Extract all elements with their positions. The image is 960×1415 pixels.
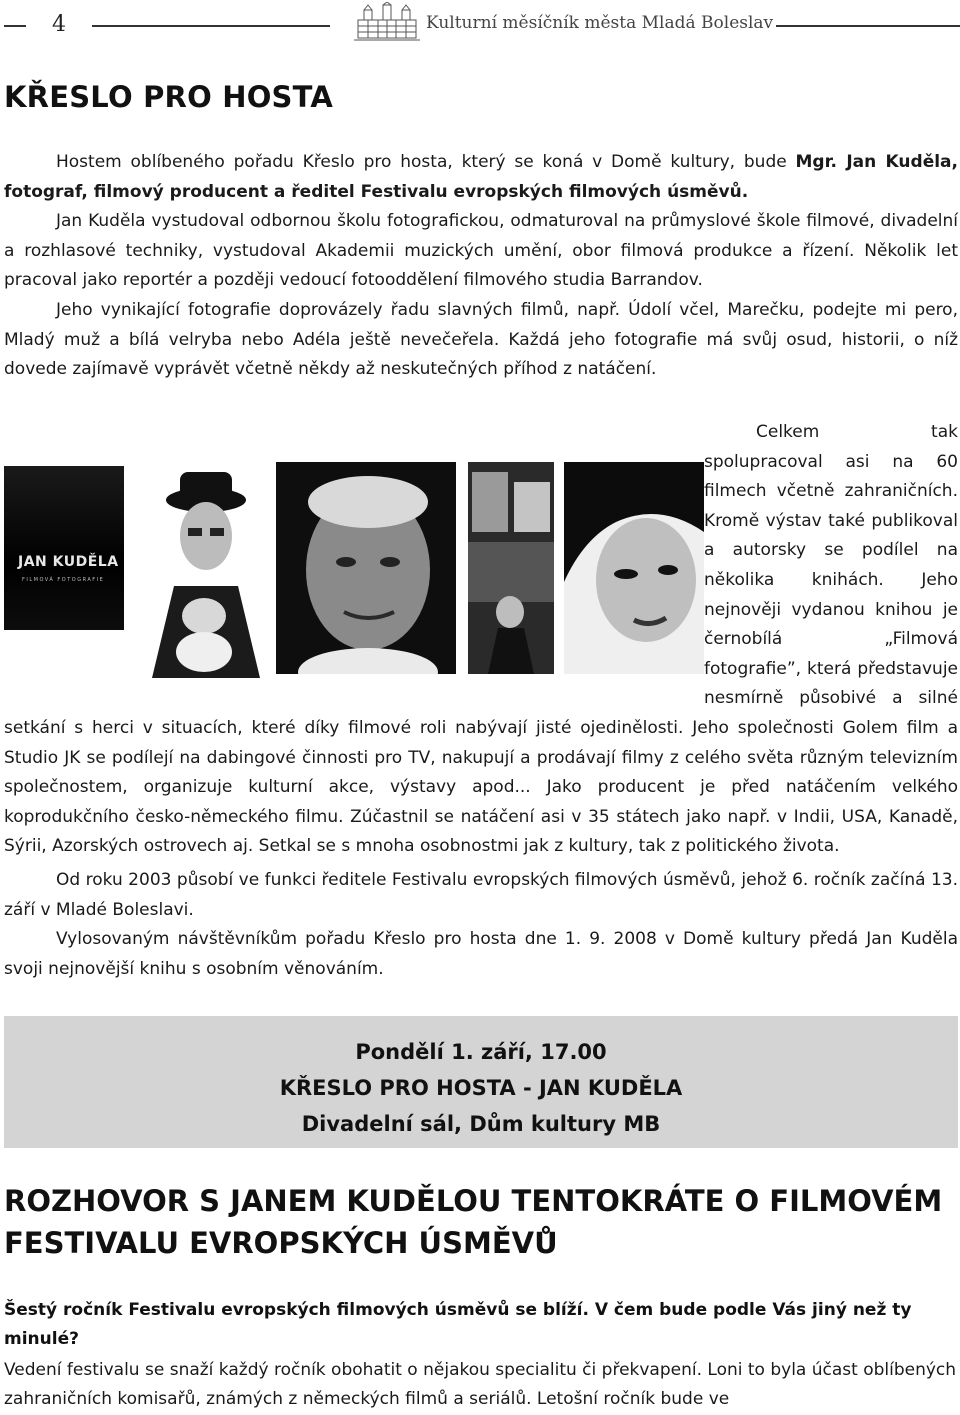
interview-title-line-1: ROZHOVOR S JANEM KUDĚLOU TENTOKRÁTE O FILMOVÉM bbox=[4, 1184, 943, 1218]
photos-paragraph: Jeho vynikající fotografie doprovázely řadu slavných filmů, např. Údolí včel, Marečku, podejte mi pero, Mladý muž a bílá velryba nebo Adéla ještě nevečeřela. Každá jeho fotografie má svůj osud, historii, o níž dovede zajímavě vyprávět včetně někdy až neskutečných příhod z natáčení. bbox=[4, 299, 958, 380]
intro-paragraph bbox=[4, 148, 958, 207]
interview-title-line-2: FESTIVALU EVROPSKÝCH ÚSMĚVŮ bbox=[4, 1226, 558, 1260]
article-title: KŘESLO PRO HOSTA bbox=[4, 80, 334, 114]
page-header bbox=[0, 0, 960, 50]
photo-text-block bbox=[4, 418, 958, 862]
interview-title bbox=[4, 1180, 958, 1264]
header-rule-left bbox=[4, 25, 26, 27]
book-cover-title: JAN KUDĚLA bbox=[18, 554, 119, 570]
town-castle-logo-icon bbox=[354, 2, 420, 42]
book-cover-image bbox=[4, 466, 124, 630]
bio-paragraph: Jan Kuděla vystudoval odbornou školu fotografickou, odmaturoval na průmyslové škole filmové, divadelní a rozhlasové techniky, vystudoval Akademii muzických umění, obor filmová produkce a řízení. Několik let pracoval jako reportér a později vedoucí fotooddělení filmového studia Barrandov. bbox=[4, 211, 958, 291]
article-intro bbox=[4, 148, 958, 385]
book-cover-subtitle: FILMOVÁ FOTOGRAFIE bbox=[22, 577, 105, 583]
header-rule-right bbox=[776, 25, 960, 27]
festival-paragraph: Od roku 2003 působí ve funkci ředitele Festivalu evropských filmových úsměvů, jehož 6. ročník začíná 13. září v Mladé Boleslavi. bbox=[4, 870, 958, 920]
event-date-time: Pondělí 1. září, 17.00 bbox=[355, 1040, 607, 1064]
photo-strip bbox=[4, 418, 704, 710]
header-rule-middle bbox=[92, 25, 330, 27]
interview-question: Šestý ročník Festivalu evropských filmových úsměvů se blíží. V čem bude podle Vás jiný než ty minulé? bbox=[4, 1300, 912, 1349]
page-number: 4 bbox=[52, 12, 66, 37]
portrait-woman-image bbox=[564, 462, 704, 674]
magazine-title: Kulturní měsíčník města Mladá Boleslav bbox=[426, 13, 774, 33]
event-info-box bbox=[4, 1016, 958, 1148]
portrait-man-hat-image bbox=[144, 466, 268, 678]
article-closing bbox=[4, 866, 958, 984]
film-set-collage-image bbox=[468, 462, 554, 674]
intro-text: Hostem oblíbeného pořadu Křeslo pro hosta, který se koná v Domě kultury, bude bbox=[56, 152, 796, 172]
raffle-paragraph: Vylosovaným návštěvníkům pořadu Křeslo pro hosta dne 1. 9. 2008 v Domě kultury předá Jan Kuděla svoji nejnovější knihu s osobním věnováním. bbox=[4, 929, 958, 979]
career-paragraph: Celkem tak spolupracoval asi na 60 filmech včetně zahraničních. Kromě výstav také publikoval a autorsky se podílel na několika knihách. Jeho nejnověji vydanou knihou je černobílá „Filmová fotografie”, která představuje nesmírně působivé a silné setkání s herci v situacích, které díky filmové roli nabývají jisté ojedinělosti. Jeho společnosti Golem film a Studio JK se podílejí na dabingové činnosti pro TV, nakupují a prodávají filmy z celého světa různým televizním společnostem, organizuje kulturní akce, výstavy apod... Jako producent je před natáčením velkého koprodukčního česko-německého filmu. Zúčastnil se natáčení asi v 35 státech jako např. v Indii, USA, Kanadě, Sýrii, Azorských ostrovech aj. Setkal se s mnoha osobnostmi jak z kultury, tak z politického života. bbox=[4, 422, 958, 857]
portrait-older-man-image bbox=[276, 462, 456, 674]
event-venue: Divadelní sál, Dům kultury MB bbox=[301, 1112, 661, 1136]
interview-answer: Vedení festivalu se snaží každý ročník obohatit o nějakou specialitu či překvapení. Loni to byla účast oblíbených zahraničních komisařů, známých z německých filmů a seriálů. Letošní ročník bude ve bbox=[4, 1360, 957, 1409]
event-name: KŘESLO PRO HOSTA - JAN KUDĚLA bbox=[279, 1076, 683, 1100]
intro-guest-name: Mgr. Jan Kuděla, fotograf, filmový producent a ředitel Festivalu evropských filmových úsměvů. bbox=[4, 152, 958, 202]
